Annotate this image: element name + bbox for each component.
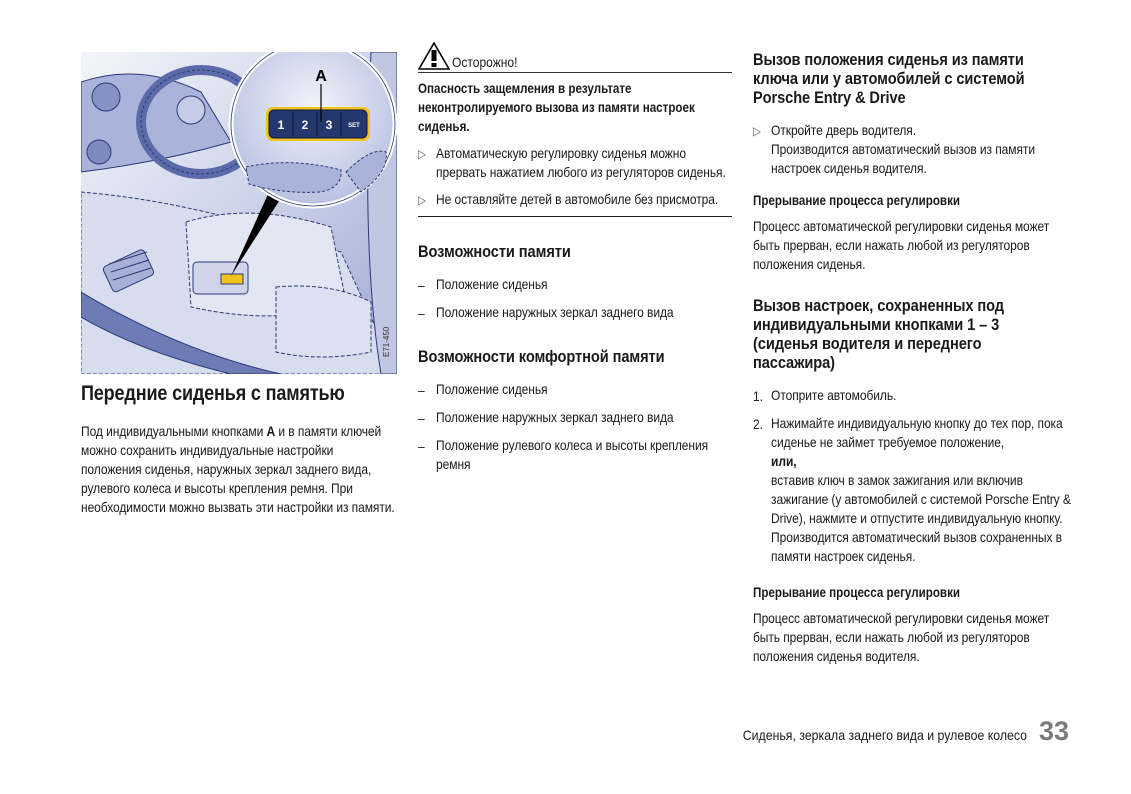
intro-callout-a: A [266,423,276,439]
memory-section [418,242,732,474]
step-text-a: Нажимайте индивидуальную кнопку до тех пор, пока сиденье не займет требуемое положение, [771,415,1063,450]
memory-item-text: Положение сиденья [436,276,548,292]
warning-item-text: Не оставляйте детей в автомобиле без присмотра. [436,191,719,207]
triangle-bullet-icon: ▷ [753,124,761,138]
footer-section-title: Сиденья, зеркала заднего вида и рулевое колесо [742,727,1027,743]
section-title: Передние сиденья с памятью [81,382,345,405]
memory-title: Возможности памяти [418,242,571,261]
dash-bullet: – [418,438,425,454]
memory-set-button: SET [348,123,360,129]
comfort-title: Возможности комфортной памяти [418,347,665,366]
intro-paragraph [81,422,396,517]
memory-item [418,275,732,295]
key-recall-step-body [771,121,1071,178]
warning-content [418,79,732,210]
step-text-c: Производится автоматический вызов сохраненных в памяти настроек сиденья. [771,529,1062,564]
memory-item [418,303,732,323]
left-column [81,52,397,517]
key-recall-interrupt-text: Процесс автоматической регулировки сиденья может быть прерван, если нажать любой из регуляторов положения сиденья. [753,218,1050,272]
warning-label: Осторожно! [452,54,518,70]
button-recall-title: Вызов настроек, сохраненных под индивидуальными кнопками 1 – 3 (сиденья водителя и переднего пассажира) [753,296,1004,372]
step-body [771,414,1071,566]
memory-item-text: Положение наружных зеркал заднего вида [436,304,674,320]
key-recall-step-line1: Откройте дверь водителя. [771,122,916,138]
memory-button-3: 3 [325,118,333,132]
dash-bullet: – [418,305,425,321]
button-recall-step [753,414,1071,566]
memory-button-1: 1 [277,118,285,132]
dash-bullet: – [418,410,425,426]
right-content [753,50,1071,666]
figure-code: E71-450 [382,326,391,357]
comfort-item-text: Положение наружных зеркал заднего вида [436,409,674,425]
key-recall-step [753,121,1071,178]
memory-button-2: 2 [301,118,309,132]
button-recall-step [753,386,1071,406]
comfort-item-text: Положение сиденья [436,381,548,397]
right-column [753,50,1071,666]
warning-item [418,190,732,210]
comfort-item [418,408,732,428]
middle-column [418,40,732,474]
triangle-bullet-icon: ▷ [418,193,426,207]
button-recall-interrupt-text: Процесс автоматической регулировки сиденья может быть прерван, если нажать любой из регуляторов положения сиденья водителя. [753,610,1050,664]
callout-label-a: A [315,68,327,85]
key-recall-interrupt-title: Прерывание процесса регулировки [753,193,961,208]
comfort-item-text: Положение рулевого колеса и высоты крепления ремня [436,437,709,472]
left-text-block [81,382,395,517]
car-interior-drawing [81,52,397,374]
warning-item-text: Автоматическую регулировку сиденья можно прервать нажатием любого из регуляторов сиденья. [436,145,726,180]
dash-bullet: – [418,382,425,398]
warning-divider [418,216,732,217]
key-recall-title: Вызов положения сиденья из памяти ключа или у автомобилей с системой Porsche Entry & Drive [753,50,1025,107]
seat-memory-illustration [81,52,397,374]
warning-header [418,40,732,73]
step-text-b: вставив ключ в замок зажигания или включив зажигание (у автомобилей с системой Porsche Entry & Drive), нажмите и отпустите индивидуальную кнопку. [771,472,1071,526]
warning-body: Опасность защемления в результате неконтролируемого вызова из памяти настроек сиденья. [418,81,695,134]
page-footer [704,716,1069,747]
triangle-bullet-icon: ▷ [418,147,426,161]
step-number: 1. [753,388,763,404]
warning-triangle-icon [418,42,450,70]
comfort-item [418,436,732,474]
page-number: 33 [1038,716,1069,746]
button-recall-interrupt-title: Прерывание процесса регулировки [753,585,961,600]
comfort-item [418,380,732,400]
step-text: Отоприте автомобиль. [771,387,897,403]
dash-bullet: – [418,277,425,293]
step-text-or: или, [771,453,797,469]
intro-text-after: и в памяти ключей можно сохранить индивидуальные настройки положения сиденья, наружных зеркал заднего вида, рулевого колеса и высоты крепления ремня. При необходимости можно вызвать эти настройки из памяти. [81,423,395,515]
key-recall-step-line2: Производится автоматический вызов из памяти настроек сиденья водителя. [771,141,1035,176]
intro-text-before: Под индивидуальными кнопками [81,423,267,439]
step-number: 2. [753,416,763,432]
warning-item [418,144,732,182]
